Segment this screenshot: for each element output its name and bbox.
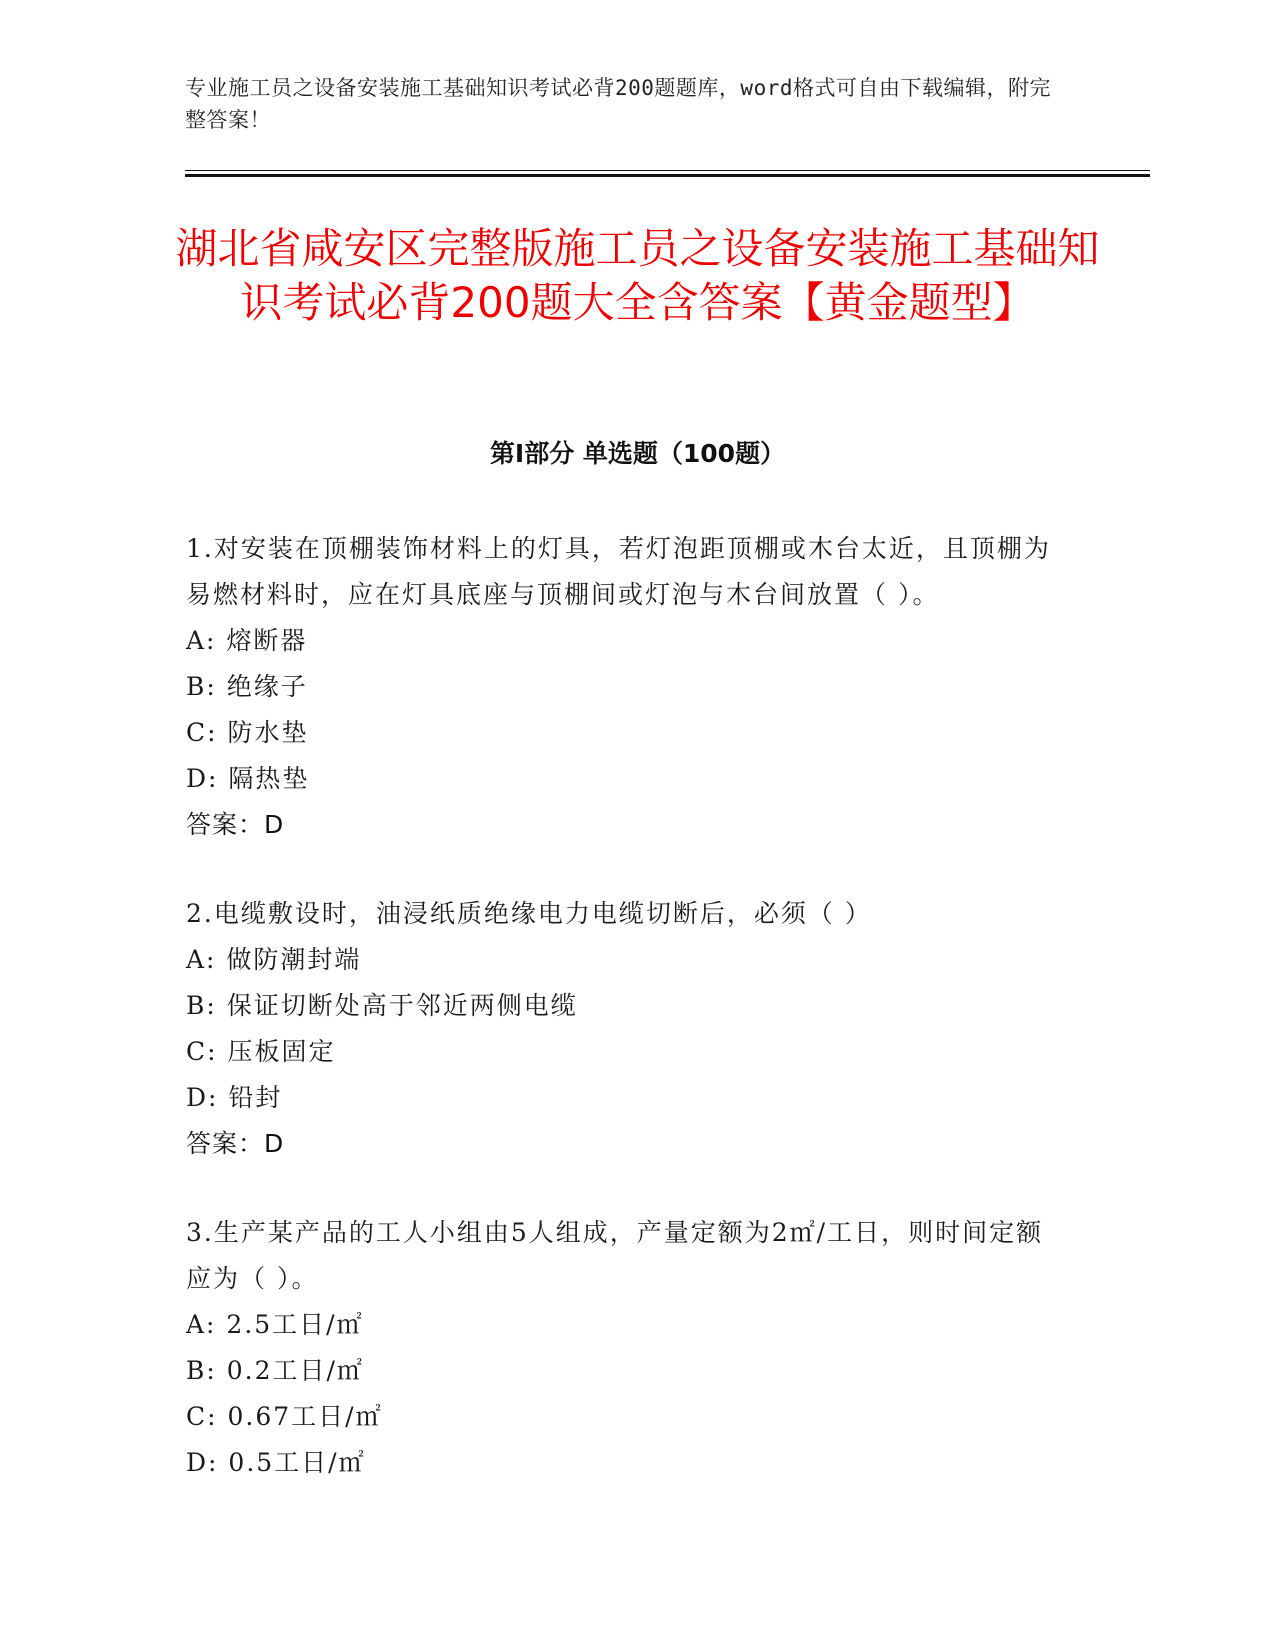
question-stem: 2.电缆敷设时，油浸纸质绝缘电力电缆切断后，必须（ ）: [186, 899, 872, 928]
question-spacer: [186, 848, 1066, 891]
option-a: A: 做防潮封端: [186, 945, 362, 974]
header-divider-thin: [185, 170, 1150, 171]
option-d: D: 0.5工日/㎡: [186, 1448, 366, 1477]
option-d: D: 隔热垫: [186, 764, 310, 793]
question-answer: 答案：D: [186, 810, 285, 839]
section-title: 第I部分 单选题（100题）: [489, 439, 786, 468]
option-a: A: 熔断器: [186, 626, 308, 655]
option-c: C: 压板固定: [186, 1037, 336, 1066]
question-list: [186, 526, 1066, 1486]
question-answer: 答案：D: [186, 1129, 285, 1158]
option-b: B: 0.2工日/㎡: [186, 1356, 364, 1385]
option-b: B: 保证切断处高于邻近两侧电缆: [186, 991, 578, 1020]
question-stem: 1.对安装在顶棚装饰材料上的灯具，若灯泡距顶棚或木台太近，且顶棚为易燃材料时，应在灯具底座与顶棚间或灯泡与木台间放置（ ）。: [186, 534, 1051, 609]
document-title: 湖北省咸安区完整版施工员之设备安装施工基础知识考试必背200题大全含答案【黄金题型】: [175, 224, 1100, 327]
question-item: [186, 891, 1066, 1167]
option-c: C: 0.67工日/㎡: [186, 1402, 383, 1431]
question-item: [186, 526, 1066, 848]
header-divider-thick: [185, 174, 1150, 177]
option-d: D: 铅封: [186, 1083, 283, 1112]
question-stem: 3.生产某产品的工人小组由5人组成，产量定额为2㎡/工日，则时间定额应为（ ）。: [186, 1218, 1044, 1293]
question-item: [186, 1210, 1066, 1486]
option-c: C: 防水垫: [186, 718, 309, 747]
option-b: B: 绝缘子: [186, 672, 308, 701]
question-spacer: [186, 1167, 1066, 1210]
header-note: 专业施工员之设备安装施工基础知识考试必背200题题库，word格式可自由下载编辑，附完整答案！: [185, 76, 1051, 132]
option-a: A: 2.5工日/㎡: [186, 1310, 364, 1339]
